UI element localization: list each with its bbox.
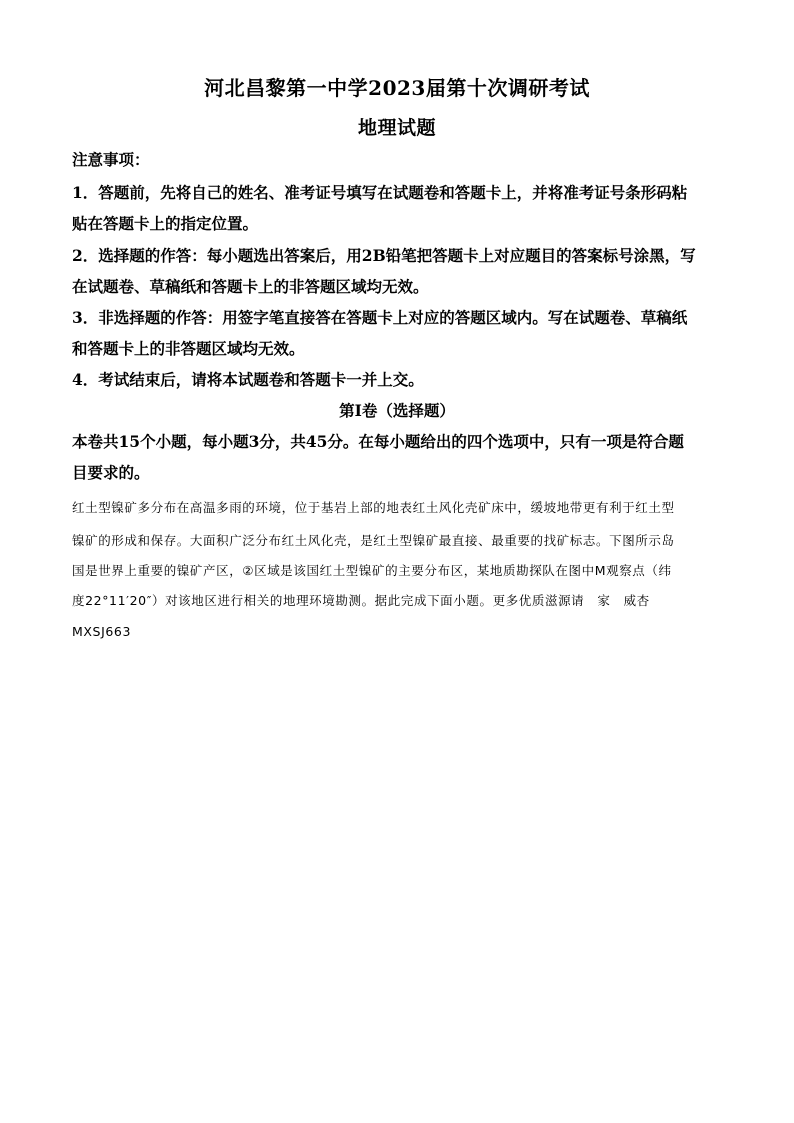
notes-line: 3．非选择题的作答：用签字笔直接答在答题卡上对应的答题区域内。写在试题卷、草稿纸 [72,308,688,327]
section-intro-line: 目要求的。 [72,463,150,482]
passage-line: 镍矿的形成和保存。大面积广泛分布红土风化壳，是红土型镍矿最直接、最重要的找矿标志。下图所示岛 [72,533,675,548]
notes-line: 和答题卡上的非答题区域均无效。 [72,339,305,358]
passage-line: 国是世界上重要的镍矿产区，②区域是该国红土型镍矿的主要分布区，某地质勘探队在图中M观察点（纬 [72,563,672,578]
notes-line: 在试题卷、草稿纸和答题卡上的非答题区域均无效。 [72,277,429,296]
passage-line: 红土型镍矿多分布在高温多雨的环境，位于基岩上部的地表红土风化壳矿床中，缓坡地带更有利于红土型 [72,500,675,515]
notes-line: 2．选择题的作答：每小题选出答案后，用2B铅笔把答题卡上对应题目的答案标号涂黑，写 [72,246,696,265]
notes-heading: 注意事项： [72,150,150,169]
section-title: 第Ⅰ卷（选择题） [339,401,455,420]
passage-line: 度22°11′20″）对该地区进行相关的地理环境勘测。据此完成下面小题。更多优质滋源请 家 威杏 [72,593,650,608]
notes-line: 4．考试结束后，请将本试题卷和答题卡一并上交。 [72,370,424,389]
section-intro-line: 本卷共15个小题，每小题3分，共45分。在每小题给出的四个选项中，只有一项是符合题 [72,432,684,451]
exam-title: 河北昌黎第一中学2023届第十次调研考试 [204,76,590,100]
passage-line: MXSJ663 [72,624,132,639]
notes-line: 贴在答题卡上的指定位置。 [72,214,259,233]
notes-line: 1．答题前，先将自己的姓名、准考证号填写在试题卷和答题卡上，并将准考证号条形码粘 [72,183,688,202]
exam-subtitle: 地理试题 [357,117,436,139]
